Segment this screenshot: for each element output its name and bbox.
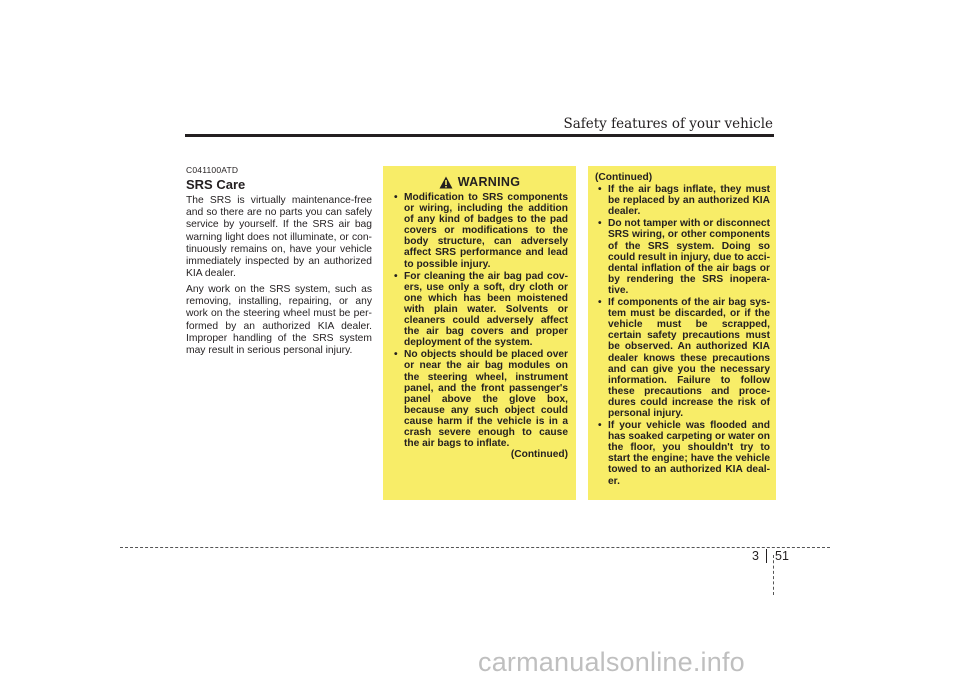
continued-list bbox=[595, 184, 770, 487]
body-paragraph: Any work on the SRS system, such as removing, installing, repairing, or any work on the steering wheel must be per-formed by an authorized KIA dealer. Improper handling of the SRS system may result in serious personal injury. bbox=[186, 284, 372, 357]
continued-box bbox=[588, 166, 776, 500]
warning-list bbox=[391, 192, 568, 449]
page-number-separator bbox=[766, 549, 767, 563]
list-item: • For cleaning the air bag pad cov-ers, use only a soft, dry cloth or one which has been moistened with plain water. Solvents or cleaners could adversely affect the air bag covers and proper deployment of the system. bbox=[394, 270, 568, 349]
footer-vertical-rule bbox=[773, 555, 774, 595]
section-code: C041100ATD bbox=[186, 165, 239, 175]
list-item: • If components of the air bag sys-tem must be discarded, or if the vehicle must be scrapped, certain safety precautions must be observed. An authorized KIA dealer knows these precautions and can give you the necessary information. Failure to follow these precautions and proce-dures could increase the risk of personal injury. bbox=[598, 297, 770, 419]
list-item: • If your vehicle was flooded and has soaked carpeting or water on the floor, you shouldn't try to start the engine; have the vehicle towed to an authorized KIA deal-er. bbox=[598, 420, 770, 487]
continued-heading: (Continued) bbox=[595, 172, 653, 183]
chapter-number: 3 bbox=[752, 549, 759, 563]
list-item: • Modification to SRS components or wiring, including the addition of any kind of badges to the pad covers or modifications to the body structure, can adversely affect SRS performance and lead to possible injury. bbox=[394, 192, 568, 270]
footer-rule bbox=[120, 547, 830, 548]
warning-triangle-icon bbox=[439, 176, 453, 189]
watermark: carmanualsonline.info bbox=[478, 647, 745, 677]
header-title: Safety features of your vehicle bbox=[563, 116, 773, 132]
warning-box bbox=[383, 166, 576, 500]
header-rule bbox=[185, 134, 774, 137]
page-number: 51 bbox=[775, 549, 789, 563]
list-item: • Do not tamper with or disconnect SRS wiring, or other components of the SRS system. Doing so could result in injury, due to acci-dental inflation of the air bags or by rendering the SRS inopera-tive. bbox=[598, 218, 770, 296]
warning-header bbox=[391, 175, 568, 189]
section-title: SRS Care bbox=[186, 177, 246, 192]
body-paragraph: The SRS is virtually maintenance-free and so there are no parts you can safely service by yourself. If the SRS air bag warning light does not illuminate, or con-tinuously remains on, have your vehicle immediately inspected by an authorized KIA dealer. bbox=[186, 195, 372, 280]
list-item: • No objects should be placed over or near the air bag modules on the steering wheel, instrument panel, and the front passenger's panel above the glove box, because any such object could cause harm if the vehicle is in a crash severe enough to cause the air bags to inflate. bbox=[394, 349, 568, 450]
list-item: • If the air bags inflate, they must be replaced by an authorized KIA dealer. bbox=[598, 184, 770, 218]
continued-label: (Continued) bbox=[510, 449, 568, 461]
warning-title: WARNING bbox=[457, 175, 521, 189]
